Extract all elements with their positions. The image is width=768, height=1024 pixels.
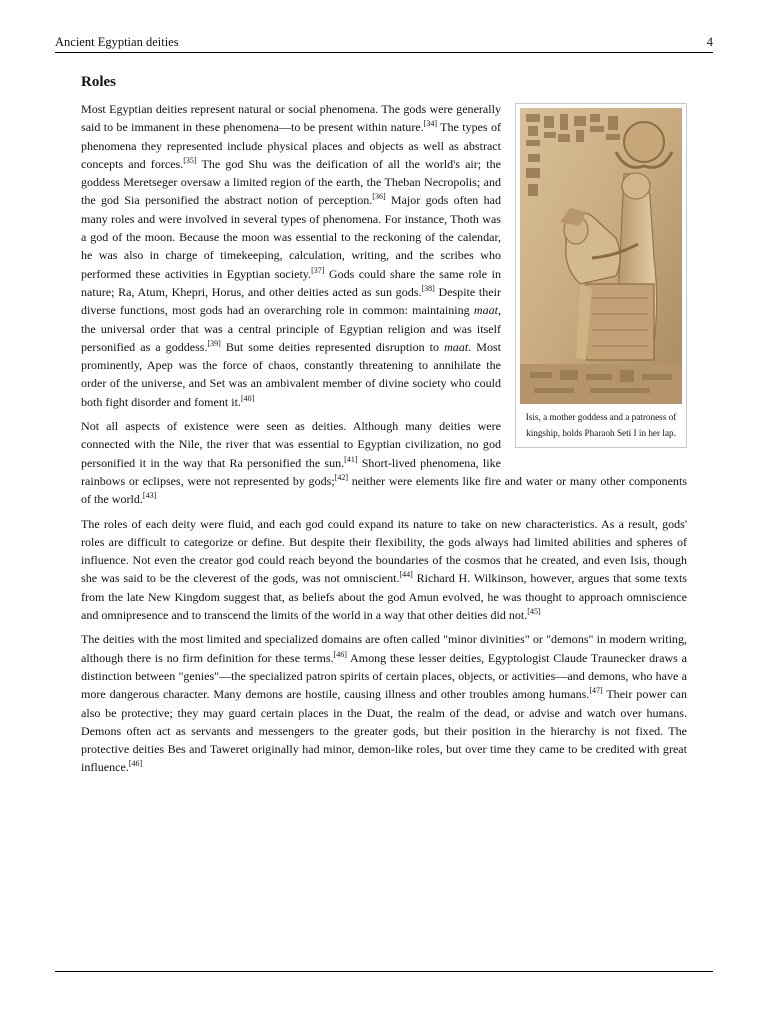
paragraph (81, 630, 687, 776)
paragraph-text: The deities with the most limited and specialized domains are often called "minor divinities" or "demons" in modern writing, although there is no firm definition for these terms. (81, 632, 687, 665)
paragraph-text: . Most prominently, Apep was the force of chaos, constantly threatening to annihilate the order of the universe, and Set was an ambivalent member of divine society who could both fight disorder and foment it. (81, 339, 501, 409)
citation-link[interactable]: [46] (333, 649, 347, 659)
citation-link[interactable]: [41] (344, 454, 358, 464)
page-number: 4 (706, 35, 713, 49)
paragraph-text: Gods could share the same role in nature; Ra, Atum, Khepri, Horus, and other deities acted as sun gods. (81, 266, 501, 299)
citation-link[interactable]: [35] (183, 155, 197, 165)
citation-link[interactable]: [45] (527, 607, 541, 617)
citation-link[interactable]: [39] (207, 338, 221, 348)
running-title: Ancient Egyptian deities (55, 35, 179, 49)
paragraph-text: , the universal order that was a central principle of Egyptian religion and was itself personified as a goddess. (81, 303, 501, 354)
citation-link[interactable]: [37] (311, 265, 325, 275)
citation-link[interactable]: [43] (142, 491, 157, 501)
emphasized-term: maat (444, 339, 469, 354)
section-heading: Roles (81, 74, 116, 90)
egyptian-relief-image[interactable] (520, 108, 682, 404)
citation-link[interactable]: [42] (334, 472, 348, 482)
paragraph-text: Short-lived phenomena, like rainbows or eclipses, were not represented by gods; (81, 455, 501, 488)
figure-caption: Isis, a mother goddess and a patroness of kingship, holds Pharaoh Seti I in her lap. (525, 412, 677, 438)
emphasized-term: maat (473, 303, 498, 318)
paragraph-text: Their power can also be protective; they may guard certain places in the Duat, the realm of the dead, or advise and watch over humans. Demons often act as servants and messengers to the greater gods, but their position in the hierarchy is not fixed. The protective deities Bes and Taweret originally had minor, demon-like roles, but over time they came to be credited with great influence. (81, 687, 687, 775)
paragraph-text: Not all aspects of existence were seen as deities. Although many deities were connected with the Nile, the river that was essential to Egyptian civilization, no god personified it in the way that Ra personified the sun. (81, 419, 501, 470)
citation-link[interactable]: [36] (372, 192, 386, 202)
citation-link[interactable]: [47] (589, 686, 603, 696)
citation-link[interactable]: [44] (399, 570, 413, 580)
article-body (81, 72, 687, 783)
footer-rule (55, 971, 713, 972)
citation-link[interactable]: [40] (240, 393, 255, 403)
paragraph-text: Despite their diverse functions, most gods had an overarching role in common: maintaining (81, 284, 501, 318)
paragraph-text: The god Shu was the deification of all the world's air; the goddess Meretseger oversaw a limited region of the earth, the Theban Necropolis; and the god Sia personified the abstract notion of perception. (81, 156, 501, 208)
paragraph-text: But some deities represented disruption to (220, 339, 445, 354)
paragraph-text: Among these lesser deities, Egyptologist Claude Traunecker draws a distinction between "genies"—the specialized patron spirits of certain places, objects, or activities—and demons, who have a more dangerous character. Many demons are hostile, causing illness and other troubles among humans. (81, 650, 687, 702)
paragraph-text: Major gods often had many roles and were involved in several types of phenomena. For instance, Thoth was a god of the moon. Because the moon was essential to the reckoning of the calendar, he was also in charge of timekeeping, calculation, writing, and the scribes who performed these activities in Egyptian society. (81, 193, 501, 281)
paragraph-text: Richard H. Wilkinson, however, argues that some texts from the late New Kingdom suggest that, as beliefs about the god Amun evolved, he was thought to approach omniscience and omnipresence and to transcend the limits of the world in a way that other deities did not. (81, 571, 687, 623)
figure (515, 103, 687, 448)
paragraph-text: The roles of each deity were fluid, and each god could expand its nature to take on new characteristics. As a result, gods' roles are difficult to categorize or define. But despite their flexibility, the gods always had limited abilities and spheres of influence. Not even the creator god could reach beyond the boundaries of the cosmos that he created, and even Isis, though she was said to be the cleverest of the gods, was not omniscient. (81, 516, 687, 586)
paragraph-text: Most Egyptian deities represent natural or social phenomena. The gods were generally said to be immanent in these phenomena—to be present within nature. (81, 102, 501, 135)
citation-link[interactable]: [46] (128, 759, 143, 769)
citation-link[interactable]: [34] (423, 119, 438, 129)
paragraph-text: The types of phenomena they represented include physical places and objects as well as abstract concepts and forces. (81, 120, 501, 171)
citation-link[interactable]: [38] (421, 283, 435, 293)
paragraph-text: neither were elements like fire and water or many other components of the world. (81, 473, 687, 507)
paragraph (81, 515, 687, 625)
page-header (55, 34, 713, 53)
